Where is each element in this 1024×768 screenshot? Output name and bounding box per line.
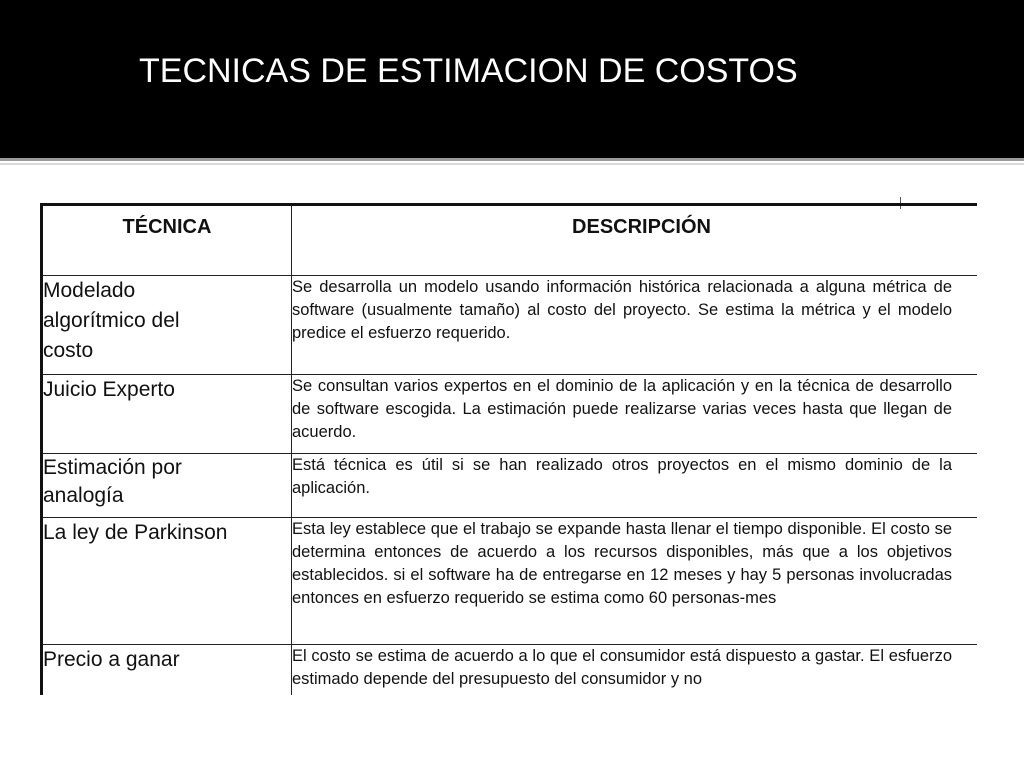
header-divider-light xyxy=(0,163,1024,165)
technique-name: Precio a ganar xyxy=(43,648,180,671)
table-row xyxy=(42,518,978,645)
technique-description: Está técnica es útil si se han realizado otros proyectos en el mismo dominio de la aplicación. xyxy=(292,456,952,497)
column-header-technique: TÉCNICA xyxy=(42,205,292,276)
technique-name: La ley de Parkinson xyxy=(43,521,228,544)
technique-description: Se consultan varios expertos en el dominio de la aplicación y en la técnica de desarrollo de software escogida. La estimación puede realizarse varias veces hasta que llegan de acuerdo. xyxy=(292,377,952,441)
cost-estimation-table xyxy=(40,203,977,695)
table-row xyxy=(42,375,978,454)
description-cell xyxy=(292,518,978,645)
slide-title: TECNICAS DE ESTIMACION DE COSTOS xyxy=(139,52,798,90)
description-cell xyxy=(292,645,978,696)
table-viewport xyxy=(40,203,977,695)
table-row xyxy=(42,276,978,375)
technique-name: Modelado algorítmico del costo xyxy=(43,279,180,362)
technique-cell xyxy=(42,518,292,645)
technique-name: Estimación por analogía xyxy=(43,456,182,507)
table-row xyxy=(42,454,978,518)
description-cell xyxy=(292,454,978,518)
technique-cell xyxy=(42,375,292,454)
technique-description: Esta ley establece que el trabajo se expande hasta llenar el tiempo disponible. El costo se determina entonces de acuerdo a los recursos disponibles, más que a los objetivos establecidos. si el software ha de entregarse en 12 meses y hay 5 personas involucradas entonces en esfuerzo requerido se estima como 60 personas-mes xyxy=(292,520,952,607)
description-cell xyxy=(292,276,978,375)
technique-cell xyxy=(42,454,292,518)
title-bar xyxy=(0,0,1024,158)
technique-cell xyxy=(42,276,292,375)
technique-description: Se desarrolla un modelo usando información histórica relacionada a alguna métrica de software (usualmente tamaño) al costo del proyecto. Se estima la métrica y el modelo predice el esfuerzo requerido. xyxy=(292,278,952,342)
column-header-description: DESCRIPCIÓN xyxy=(292,205,978,276)
technique-name: Juicio Experto xyxy=(43,378,175,401)
description-cell xyxy=(292,375,978,454)
technique-description: El costo se estima de acuerdo a lo que el consumidor está dispuesto a gastar. El esfuerzo estimado depende del presupuesto del consumidor y no xyxy=(292,647,952,688)
technique-cell xyxy=(42,645,292,696)
table-header-row xyxy=(42,205,978,276)
table-row xyxy=(42,645,978,696)
header-divider xyxy=(0,158,1024,161)
